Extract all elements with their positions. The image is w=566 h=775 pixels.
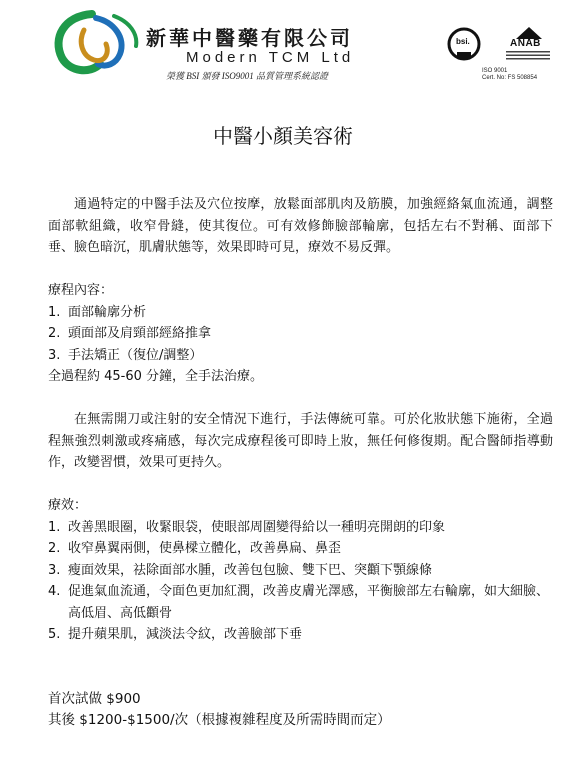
list-item: 5. 提升蘋果肌，減淡法令紋，改善臉部下垂: [48, 627, 303, 642]
letterhead: [0, 0, 566, 95]
certification-badges: [444, 26, 554, 86]
document-body: [48, 194, 553, 732]
list-item: 4. 促進氣血流通，令面色更加紅潤，改善皮膚光澤感，平衡臉部左右輪廓，如大細臉、高低眉、高低顴骨: [48, 584, 550, 621]
certification-line: 榮獲 BSI 頒發 ISO9001 品質管理系統認證: [166, 71, 328, 81]
list-item: 1. 改善黑眼圈，收緊眼袋，使眼部周圍變得給以一種明亮開朗的印象: [48, 519, 446, 535]
bsi-logo-icon: [444, 26, 484, 66]
intro-paragraph: 通過特定的中醫手法及穴位按摩，放鬆面部肌肉及筋膜，加強經絡氣血流通，調整面部軟組織，收窄骨縫，使其復位。可有效修飾臉部輪廓，包括左右不對稱、面部下垂、臉色暗沉，肌膚狀態等，效果即時可見，療效不易反彈。: [48, 197, 553, 255]
treatment-heading: 療程內容：: [48, 283, 114, 298]
list-item: 3. 瘦面效果，祛除面部水腫，改善包包臉、雙下巴、突顴下顎線條: [48, 562, 433, 578]
anab-accreditation-lines-icon: [506, 50, 550, 60]
anab-label: ANAB: [510, 38, 541, 49]
company-name-en: Modern TCM Ltd: [186, 49, 355, 66]
list-item: 3. 手法矯正（復位/調整）: [48, 347, 203, 363]
list-item: 1. 面部輪廓分析: [48, 304, 147, 320]
document-title: 中醫小顏美容術: [213, 124, 353, 148]
effects-heading: 療效：: [48, 498, 88, 513]
company-name-zh: 新華中醫藥有限公司: [146, 26, 353, 50]
bsi-label: bsi.: [456, 37, 470, 46]
safety-paragraph: 在無需開刀或注射的安全情況下進行，手法傳統可靠。可於化妝狀態下施術，全過程無強烈刺激或疼痛感，每次完成療程後可即時上妝，無任何修復期。配合醫師指導動作，改變習慣，效果可更持久。: [48, 412, 553, 470]
treatment-list: [48, 302, 553, 367]
first-trial-price: 首次試做 $900: [48, 690, 141, 707]
list-item: 2. 頭面部及肩頸部經絡推拿: [48, 326, 212, 341]
list-item: 2. 收窄鼻翼兩側，使鼻樑立體化，改善鼻扁、鼻歪: [48, 541, 342, 556]
effects-list: [48, 517, 553, 646]
subsequent-price: 其後 $1200-$1500/次（根據複雜程度及所需時間而定）: [48, 712, 391, 728]
iso-label: ISO 9001 Cert. No: FS 508854: [482, 68, 538, 81]
company-logo-icon: [44, 8, 144, 78]
treatment-duration: 全過程約 45-60 分鐘，全手法治療。: [48, 369, 264, 384]
